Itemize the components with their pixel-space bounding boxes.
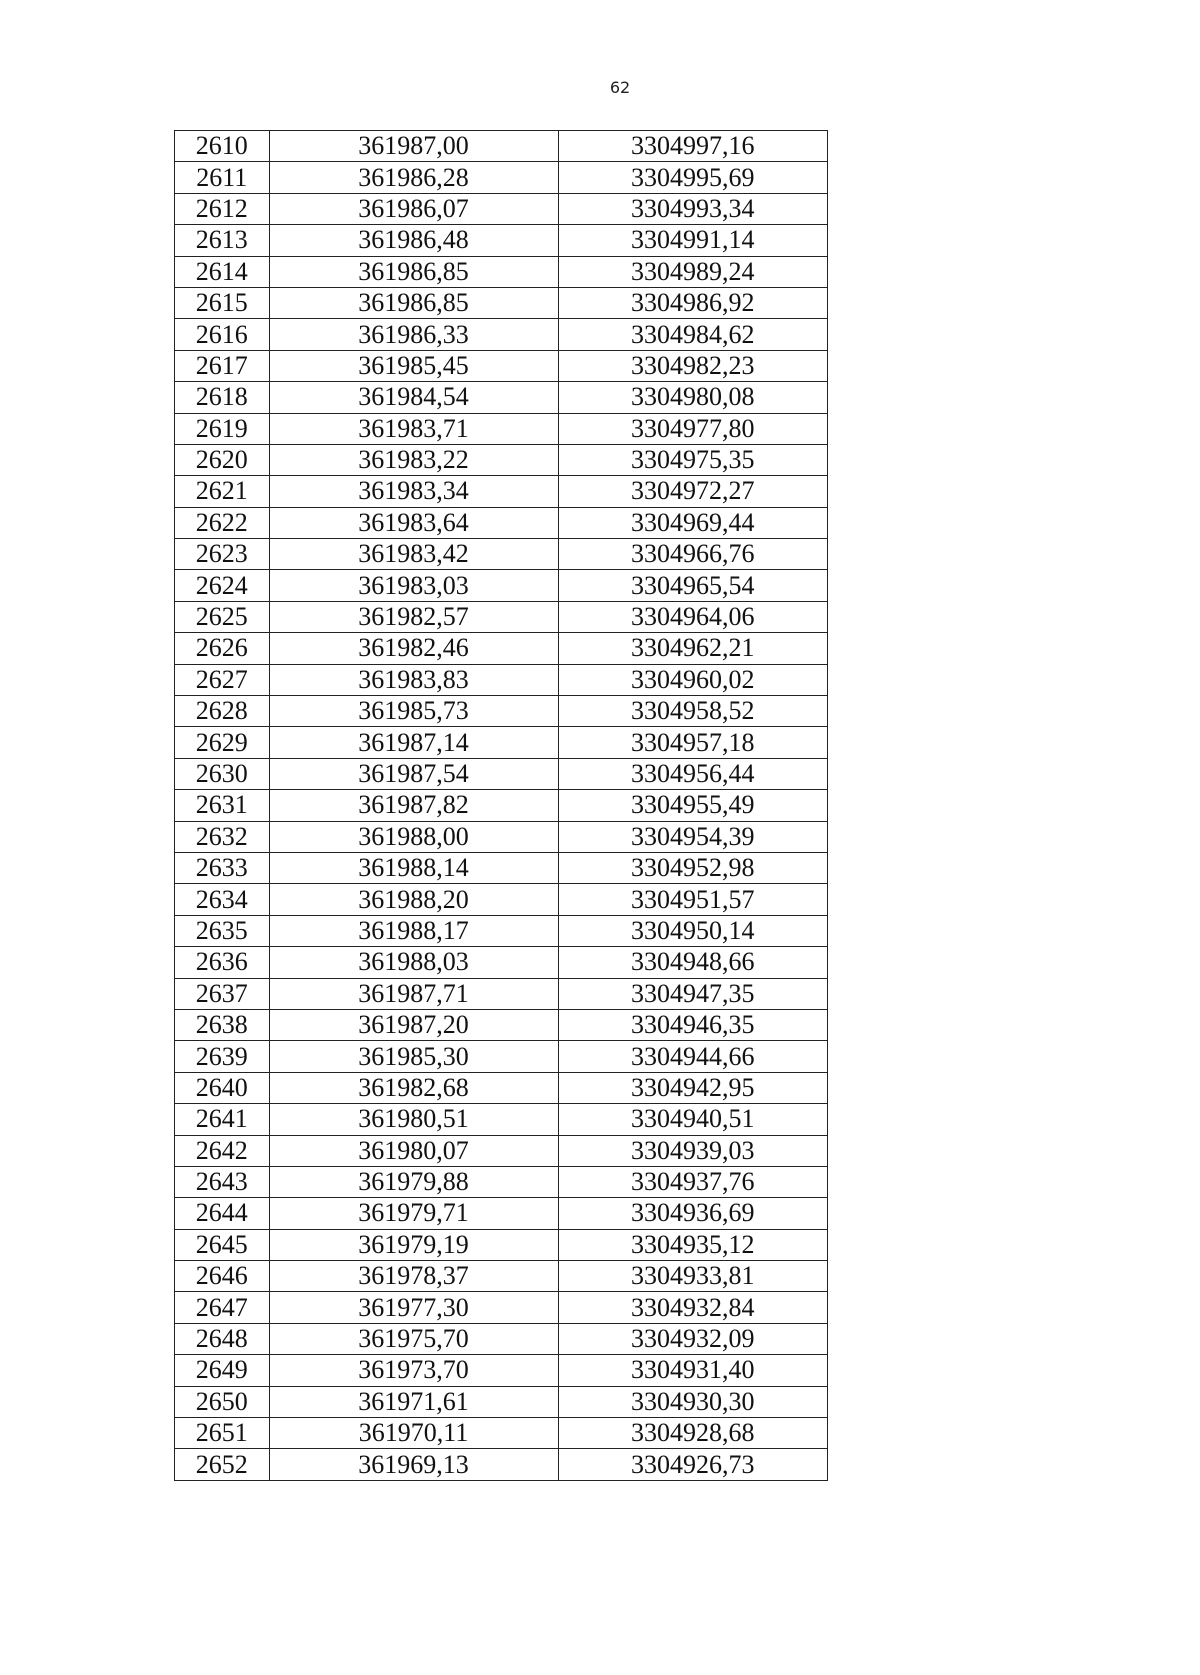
x-coordinate-cell: 361983,22 bbox=[269, 444, 558, 475]
coordinates-table-body bbox=[175, 131, 828, 1481]
point-number-cell: 2624 bbox=[175, 570, 270, 601]
point-number-cell: 2649 bbox=[175, 1355, 270, 1386]
x-coordinate-cell: 361986,48 bbox=[269, 225, 558, 256]
y-coordinate-cell: 3304932,84 bbox=[558, 1292, 827, 1323]
y-coordinate-cell: 3304928,68 bbox=[558, 1418, 827, 1449]
y-coordinate-cell: 3304982,23 bbox=[558, 350, 827, 381]
table-row bbox=[175, 821, 828, 852]
point-number-cell: 2643 bbox=[175, 1166, 270, 1197]
table-row bbox=[175, 319, 828, 350]
point-number-cell: 2620 bbox=[175, 444, 270, 475]
point-number-cell: 2652 bbox=[175, 1449, 270, 1480]
point-number-cell: 2629 bbox=[175, 727, 270, 758]
table-row bbox=[175, 852, 828, 883]
table-row bbox=[175, 884, 828, 915]
x-coordinate-cell: 361986,85 bbox=[269, 256, 558, 287]
table-row bbox=[175, 1041, 828, 1072]
x-coordinate-cell: 361986,85 bbox=[269, 287, 558, 318]
y-coordinate-cell: 3304946,35 bbox=[558, 1009, 827, 1040]
y-coordinate-cell: 3304977,80 bbox=[558, 413, 827, 444]
y-coordinate-cell: 3304980,08 bbox=[558, 382, 827, 413]
table-row bbox=[175, 193, 828, 224]
x-coordinate-cell: 361973,70 bbox=[269, 1355, 558, 1386]
coordinates-table bbox=[174, 130, 828, 1481]
y-coordinate-cell: 3304935,12 bbox=[558, 1229, 827, 1260]
point-number-cell: 2631 bbox=[175, 790, 270, 821]
point-number-cell: 2630 bbox=[175, 758, 270, 789]
point-number-cell: 2626 bbox=[175, 633, 270, 664]
y-coordinate-cell: 3304948,66 bbox=[558, 947, 827, 978]
point-number-cell: 2628 bbox=[175, 696, 270, 727]
point-number-cell: 2618 bbox=[175, 382, 270, 413]
y-coordinate-cell: 3304997,16 bbox=[558, 131, 827, 162]
y-coordinate-cell: 3304926,73 bbox=[558, 1449, 827, 1480]
point-number-cell: 2611 bbox=[175, 162, 270, 193]
x-coordinate-cell: 361983,83 bbox=[269, 664, 558, 695]
point-number-cell: 2647 bbox=[175, 1292, 270, 1323]
table-row bbox=[175, 1418, 828, 1449]
point-number-cell: 2646 bbox=[175, 1261, 270, 1292]
table-row bbox=[175, 1292, 828, 1323]
point-number-cell: 2637 bbox=[175, 978, 270, 1009]
table-row bbox=[175, 1166, 828, 1197]
table-row bbox=[175, 790, 828, 821]
table-row bbox=[175, 444, 828, 475]
point-number-cell: 2638 bbox=[175, 1009, 270, 1040]
table-row bbox=[175, 696, 828, 727]
y-coordinate-cell: 3304954,39 bbox=[558, 821, 827, 852]
point-number-cell: 2615 bbox=[175, 287, 270, 318]
table-row bbox=[175, 476, 828, 507]
x-coordinate-cell: 361988,14 bbox=[269, 852, 558, 883]
x-coordinate-cell: 361975,70 bbox=[269, 1323, 558, 1354]
point-number-cell: 2623 bbox=[175, 539, 270, 570]
point-number-cell: 2644 bbox=[175, 1198, 270, 1229]
x-coordinate-cell: 361987,54 bbox=[269, 758, 558, 789]
x-coordinate-cell: 361987,20 bbox=[269, 1009, 558, 1040]
table-row bbox=[175, 758, 828, 789]
table-row bbox=[175, 1072, 828, 1103]
table-row bbox=[175, 1355, 828, 1386]
y-coordinate-cell: 3304939,03 bbox=[558, 1135, 827, 1166]
y-coordinate-cell: 3304962,21 bbox=[558, 633, 827, 664]
table-row bbox=[175, 1449, 828, 1480]
point-number-cell: 2635 bbox=[175, 915, 270, 946]
table-row bbox=[175, 1198, 828, 1229]
x-coordinate-cell: 361983,71 bbox=[269, 413, 558, 444]
table-row bbox=[175, 1261, 828, 1292]
x-coordinate-cell: 361982,46 bbox=[269, 633, 558, 664]
table-row bbox=[175, 1009, 828, 1040]
table-row bbox=[175, 225, 828, 256]
y-coordinate-cell: 3304933,81 bbox=[558, 1261, 827, 1292]
table-row bbox=[175, 256, 828, 287]
x-coordinate-cell: 361985,30 bbox=[269, 1041, 558, 1072]
x-coordinate-cell: 361988,17 bbox=[269, 915, 558, 946]
x-coordinate-cell: 361986,07 bbox=[269, 193, 558, 224]
y-coordinate-cell: 3304944,66 bbox=[558, 1041, 827, 1072]
x-coordinate-cell: 361986,33 bbox=[269, 319, 558, 350]
y-coordinate-cell: 3304936,69 bbox=[558, 1198, 827, 1229]
y-coordinate-cell: 3304991,14 bbox=[558, 225, 827, 256]
x-coordinate-cell: 361982,57 bbox=[269, 601, 558, 632]
x-coordinate-cell: 361969,13 bbox=[269, 1449, 558, 1480]
point-number-cell: 2651 bbox=[175, 1418, 270, 1449]
y-coordinate-cell: 3304964,06 bbox=[558, 601, 827, 632]
y-coordinate-cell: 3304984,62 bbox=[558, 319, 827, 350]
point-number-cell: 2621 bbox=[175, 476, 270, 507]
y-coordinate-cell: 3304960,02 bbox=[558, 664, 827, 695]
y-coordinate-cell: 3304972,27 bbox=[558, 476, 827, 507]
table-row bbox=[175, 1323, 828, 1354]
point-number-cell: 2619 bbox=[175, 413, 270, 444]
x-coordinate-cell: 361988,00 bbox=[269, 821, 558, 852]
y-coordinate-cell: 3304951,57 bbox=[558, 884, 827, 915]
y-coordinate-cell: 3304932,09 bbox=[558, 1323, 827, 1354]
point-number-cell: 2612 bbox=[175, 193, 270, 224]
x-coordinate-cell: 361987,14 bbox=[269, 727, 558, 758]
table-row bbox=[175, 1229, 828, 1260]
x-coordinate-cell: 361988,20 bbox=[269, 884, 558, 915]
y-coordinate-cell: 3304995,69 bbox=[558, 162, 827, 193]
point-number-cell: 2648 bbox=[175, 1323, 270, 1354]
point-number-cell: 2641 bbox=[175, 1104, 270, 1135]
y-coordinate-cell: 3304957,18 bbox=[558, 727, 827, 758]
y-coordinate-cell: 3304952,98 bbox=[558, 852, 827, 883]
y-coordinate-cell: 3304940,51 bbox=[558, 1104, 827, 1135]
table-row bbox=[175, 1104, 828, 1135]
table-row bbox=[175, 947, 828, 978]
point-number-cell: 2610 bbox=[175, 131, 270, 162]
y-coordinate-cell: 3304958,52 bbox=[558, 696, 827, 727]
y-coordinate-cell: 3304986,92 bbox=[558, 287, 827, 318]
x-coordinate-cell: 361985,45 bbox=[269, 350, 558, 381]
y-coordinate-cell: 3304955,49 bbox=[558, 790, 827, 821]
x-coordinate-cell: 361988,03 bbox=[269, 947, 558, 978]
y-coordinate-cell: 3304993,34 bbox=[558, 193, 827, 224]
y-coordinate-cell: 3304969,44 bbox=[558, 507, 827, 538]
point-number-cell: 2622 bbox=[175, 507, 270, 538]
point-number-cell: 2636 bbox=[175, 947, 270, 978]
table-row bbox=[175, 601, 828, 632]
table-row bbox=[175, 539, 828, 570]
table-row bbox=[175, 287, 828, 318]
x-coordinate-cell: 361986,28 bbox=[269, 162, 558, 193]
x-coordinate-cell: 361979,88 bbox=[269, 1166, 558, 1197]
table-row bbox=[175, 413, 828, 444]
y-coordinate-cell: 3304947,35 bbox=[558, 978, 827, 1009]
point-number-cell: 2627 bbox=[175, 664, 270, 695]
table-row bbox=[175, 664, 828, 695]
x-coordinate-cell: 361970,11 bbox=[269, 1418, 558, 1449]
y-coordinate-cell: 3304966,76 bbox=[558, 539, 827, 570]
x-coordinate-cell: 361982,68 bbox=[269, 1072, 558, 1103]
x-coordinate-cell: 361983,42 bbox=[269, 539, 558, 570]
x-coordinate-cell: 361978,37 bbox=[269, 1261, 558, 1292]
x-coordinate-cell: 361983,34 bbox=[269, 476, 558, 507]
point-number-cell: 2633 bbox=[175, 852, 270, 883]
point-number-cell: 2614 bbox=[175, 256, 270, 287]
x-coordinate-cell: 361985,73 bbox=[269, 696, 558, 727]
point-number-cell: 2617 bbox=[175, 350, 270, 381]
table-row bbox=[175, 350, 828, 381]
x-coordinate-cell: 361980,07 bbox=[269, 1135, 558, 1166]
point-number-cell: 2613 bbox=[175, 225, 270, 256]
table-row bbox=[175, 1386, 828, 1417]
x-coordinate-cell: 361971,61 bbox=[269, 1386, 558, 1417]
table-row bbox=[175, 727, 828, 758]
y-coordinate-cell: 3304965,54 bbox=[558, 570, 827, 601]
table-row bbox=[175, 507, 828, 538]
y-coordinate-cell: 3304956,44 bbox=[558, 758, 827, 789]
x-coordinate-cell: 361977,30 bbox=[269, 1292, 558, 1323]
table-row bbox=[175, 382, 828, 413]
table-row bbox=[175, 1135, 828, 1166]
x-coordinate-cell: 361983,64 bbox=[269, 507, 558, 538]
x-coordinate-cell: 361987,00 bbox=[269, 131, 558, 162]
y-coordinate-cell: 3304937,76 bbox=[558, 1166, 827, 1197]
y-coordinate-cell: 3304942,95 bbox=[558, 1072, 827, 1103]
x-coordinate-cell: 361987,82 bbox=[269, 790, 558, 821]
table-row bbox=[175, 570, 828, 601]
x-coordinate-cell: 361984,54 bbox=[269, 382, 558, 413]
table-row bbox=[175, 978, 828, 1009]
point-number-cell: 2639 bbox=[175, 1041, 270, 1072]
table-row bbox=[175, 915, 828, 946]
point-number-cell: 2632 bbox=[175, 821, 270, 852]
y-coordinate-cell: 3304931,40 bbox=[558, 1355, 827, 1386]
point-number-cell: 2634 bbox=[175, 884, 270, 915]
point-number-cell: 2625 bbox=[175, 601, 270, 632]
x-coordinate-cell: 361979,71 bbox=[269, 1198, 558, 1229]
y-coordinate-cell: 3304975,35 bbox=[558, 444, 827, 475]
point-number-cell: 2642 bbox=[175, 1135, 270, 1166]
table-row bbox=[175, 633, 828, 664]
point-number-cell: 2616 bbox=[175, 319, 270, 350]
table-row bbox=[175, 131, 828, 162]
point-number-cell: 2650 bbox=[175, 1386, 270, 1417]
x-coordinate-cell: 361987,71 bbox=[269, 978, 558, 1009]
x-coordinate-cell: 361983,03 bbox=[269, 570, 558, 601]
table-row bbox=[175, 162, 828, 193]
x-coordinate-cell: 361979,19 bbox=[269, 1229, 558, 1260]
y-coordinate-cell: 3304930,30 bbox=[558, 1386, 827, 1417]
x-coordinate-cell: 361980,51 bbox=[269, 1104, 558, 1135]
page-number: 62 bbox=[609, 78, 631, 97]
y-coordinate-cell: 3304989,24 bbox=[558, 256, 827, 287]
y-coordinate-cell: 3304950,14 bbox=[558, 915, 827, 946]
point-number-cell: 2640 bbox=[175, 1072, 270, 1103]
point-number-cell: 2645 bbox=[175, 1229, 270, 1260]
